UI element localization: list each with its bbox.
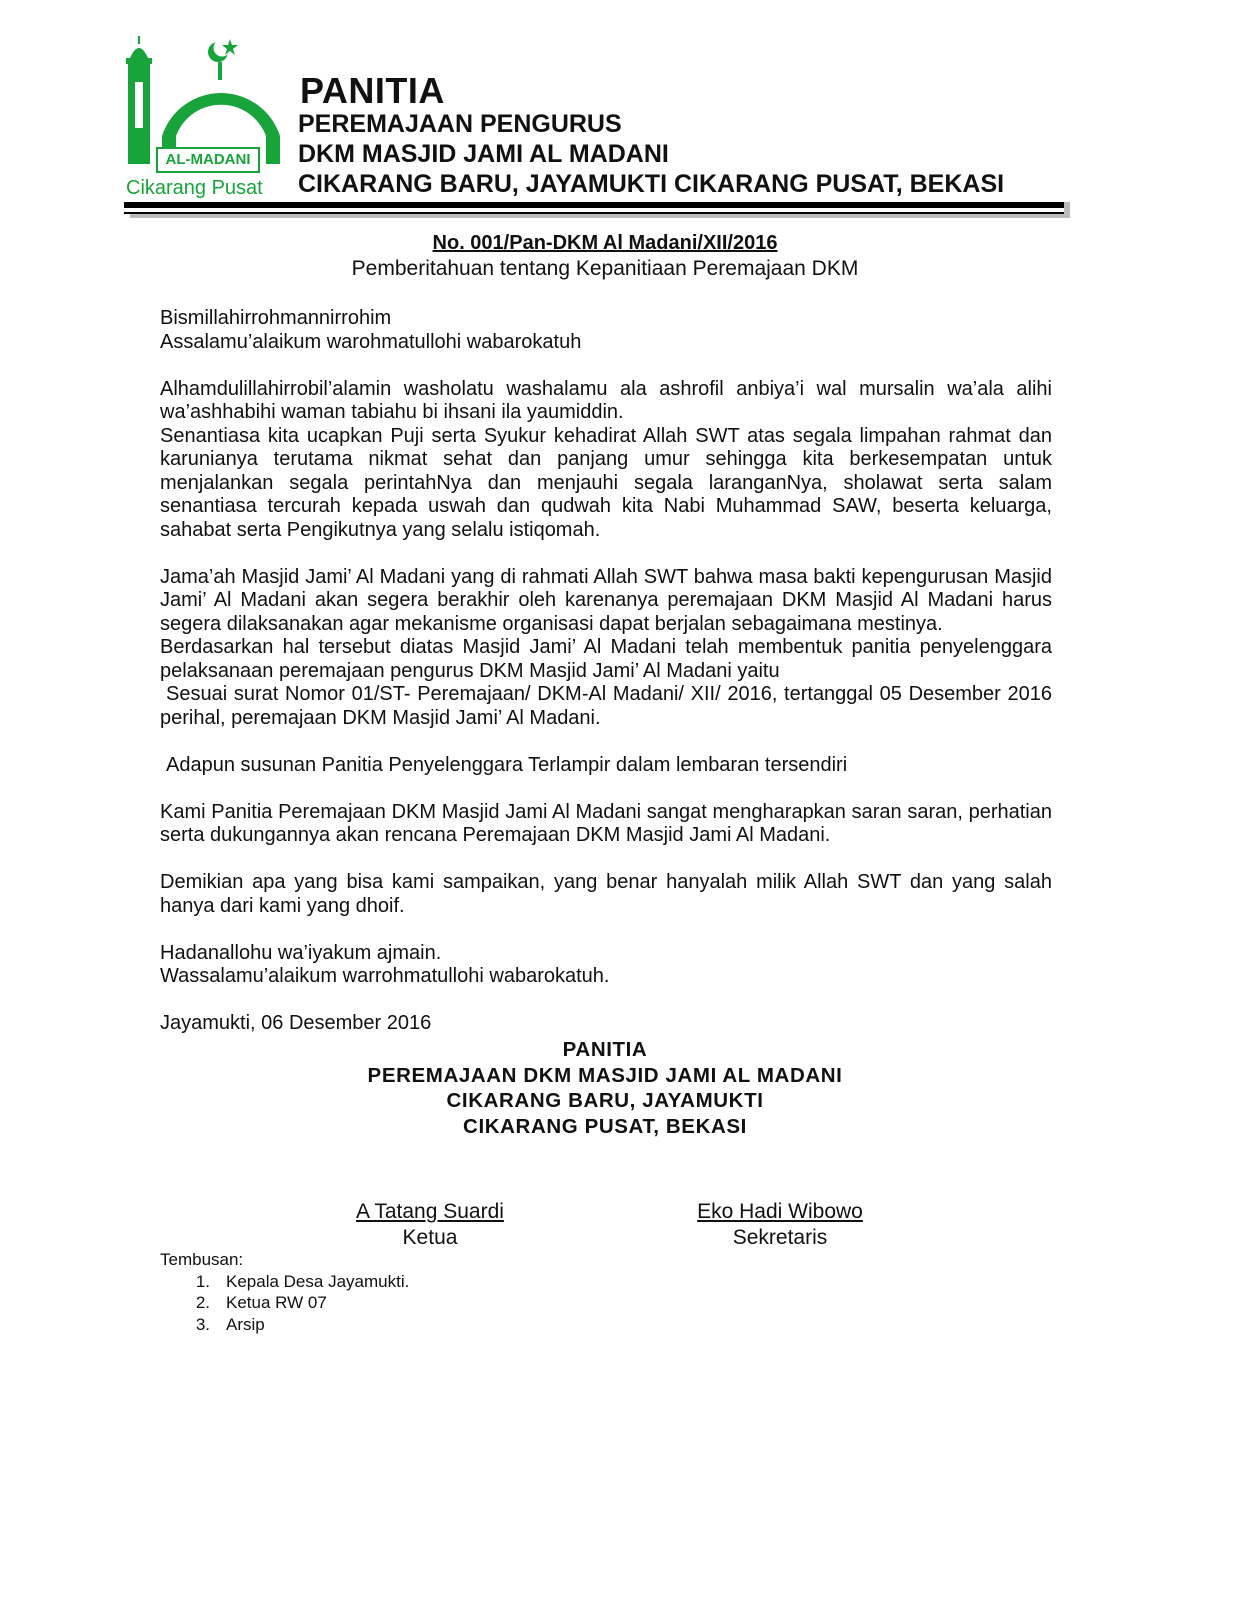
signer-chairman: [335, 1200, 525, 1250]
signature-org-line-1: PANITIA: [562, 1038, 648, 1061]
opening-greeting: Assalamu’alaikum warohmatullohi wabarokatuh: [160, 330, 582, 353]
signature-org-line-4: CIKARANG PUSAT, BEKASI: [463, 1114, 747, 1138]
cc-item: 3. Arsip: [195, 1314, 265, 1334]
signer-secretary: [680, 1200, 880, 1250]
paragraph-1: Alhamdulillahirrobil’alamin washolatu washalamu ala ashrofil anbiya’i wal mursalin wa’ala alihi wa’ashhabihi waman tabiahu bi ihsani ila yaumiddin.: [160, 377, 1052, 423]
header-line-3: CIKARANG BARU, JAYAMUKTI CIKARANG PUSAT, BEKASI: [298, 170, 1005, 198]
cc-item: 1. Kepala Desa Jayamukti.: [195, 1271, 410, 1291]
signer-secretary-role: Sekretaris: [732, 1226, 828, 1249]
header-rule-shadow-edge: [1064, 202, 1070, 218]
cc-label: Tembusan:: [160, 1250, 244, 1269]
signer-chairman-role: Ketua: [402, 1226, 458, 1249]
header-rule-shadow: [130, 214, 1070, 218]
paragraph-7: Demikian apa yang bisa kami sampaikan, yang benar hanyalah milik Allah SWT dan yang salah hanya dari kami yang dhoif.: [160, 871, 1052, 917]
mosque-logo: [126, 36, 286, 198]
letter-body: [160, 307, 1052, 1036]
signer-chairman-name: A Tatang Suardi: [356, 1200, 504, 1223]
signature-organization: [0, 1037, 1210, 1139]
signature-org-line-3: CIKARANG BARU, JAYAMUKTI: [446, 1089, 764, 1112]
cc-section: [160, 1249, 409, 1335]
header-line-2: DKM MASJID JAMI AL MADANI: [298, 140, 669, 168]
signer-secretary-name: Eko Hadi Wibowo: [697, 1200, 863, 1223]
cc-list: [160, 1271, 409, 1336]
letter-number: No. 001/Pan-DKM Al Madani/XII/2016: [432, 232, 778, 254]
signature-org-line-2: PEREMAJAAN DKM MASJID JAMI AL MADANI: [367, 1063, 843, 1087]
closing-prayer: Hadanallohu wa’iyakum ajmain.: [160, 941, 442, 964]
header-line-1: PEREMAJAAN PENGURUS: [298, 110, 622, 138]
paragraph-3: Jama’ah Masjid Jami’ Al Madani yang di rahmati Allah SWT bahwa masa bakti kepengurusan Masjid Jami’ Al Madani akan segera berakhir oleh karenanya peremajaan DKM Masjid Al Madani harus segera dilaksanakan agar mekanisme organisasi dapat berjalan sebagaimana mestinya.: [160, 565, 1052, 635]
paragraph-4b: Sesuai surat Nomor 01/ST- Peremajaan/ DKM-Al Madani/ XII/ 2016, tertanggal 05 Desember 2016 perihal, peremajaan DKM Masjid Jami’ Al Madani.: [160, 683, 1052, 729]
paragraph-5: Adapun susunan Panitia Penyelenggara Terlampir dalam lembaran tersendiri: [166, 753, 848, 776]
logo-place: Cikarang Pusat: [126, 177, 263, 199]
paragraph-6: Kami Panitia Peremajaan DKM Masjid Jami Al Madani sangat mengharapkan saran saran, perhatian serta dukungannya akan rencana Peremajaan DKM Masjid Jami Al Madani.: [160, 800, 1052, 846]
letter-subject: Pemberitahuan tentang Kepanitiaan Peremajaan DKM: [351, 257, 859, 280]
logo-label: AL-MADANI: [156, 147, 260, 173]
cc-item: 2. Ketua RW 07: [195, 1293, 327, 1312]
paragraph-2: Senantiasa kita ucapkan Puji serta Syukur kehadirat Allah SWT atas segala limpahan rahmat dan karunianya terutama nikmat sehat dan panjang umur sehingga kita berkesempatan untuk menjalankan segala perintahNya dan menjauhi segala laranganNya, sholawat serta salam senantiasa tercurah kepada uswah dan qudwah kita Nabi Muhammad SAW, beserta keluarga, sahabat serta Pengikutnya yang selalu istiqomah.: [160, 424, 1052, 541]
header-title: PANITIA: [300, 70, 445, 111]
opening-basmala: Bismillahirrohmannirrohim: [160, 307, 392, 329]
closing-greeting: Wassalamu’alaikum warrohmatullohi wabarokatuh.: [160, 965, 610, 987]
paragraph-4a: Berdasarkan hal tersebut diatas Masjid Jami’ Al Madani telah membentuk panitia penyelenggara pelaksanaan peremajaan pengurus DKM Masjid Jami’ Al Madani yaitu: [160, 636, 1052, 682]
header-rule-thick: [124, 202, 1064, 208]
letter-date: Jayamukti, 06 Desember 2016: [160, 1012, 432, 1034]
header-rule-thin: [124, 212, 1064, 214]
